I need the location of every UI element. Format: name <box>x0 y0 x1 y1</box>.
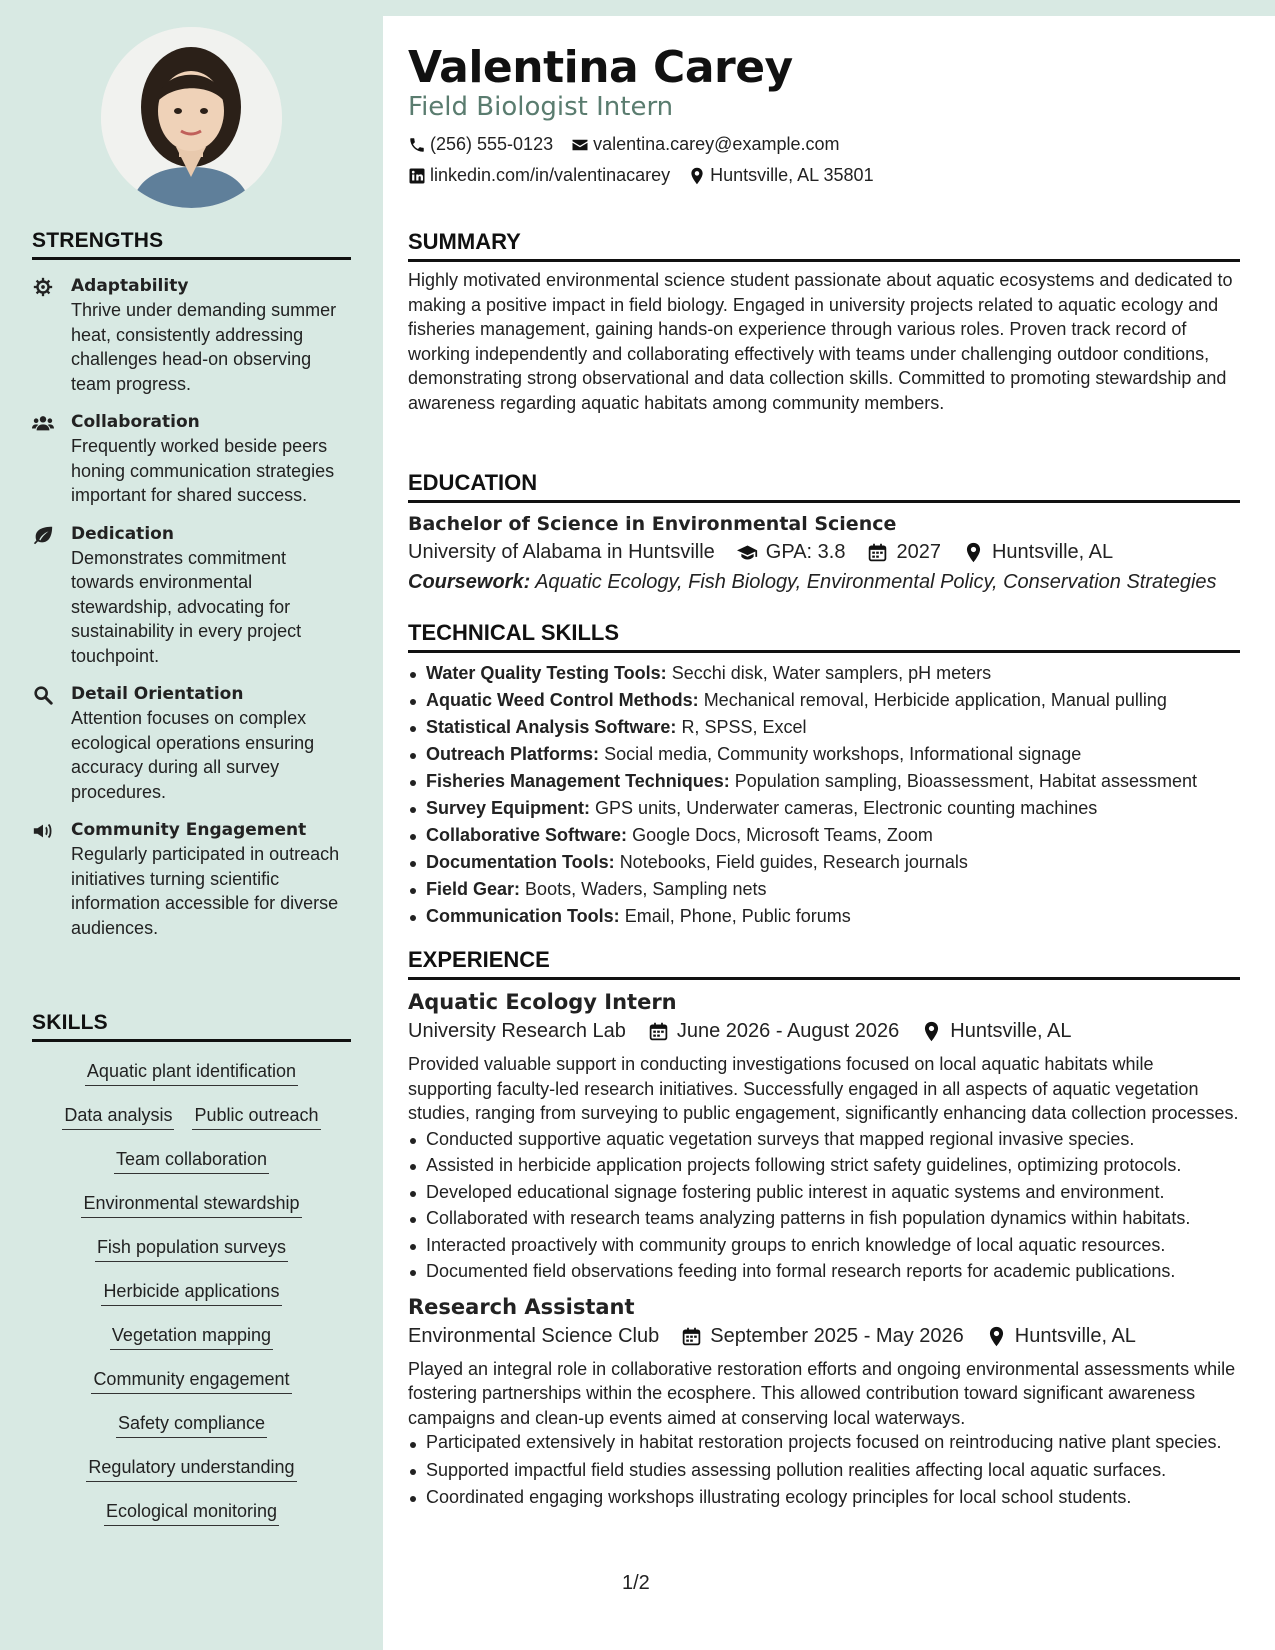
list-item: Collaborative Software: Google Docs, Microsoft Teams, Zoom <box>408 822 1240 849</box>
map-pin-icon <box>688 167 706 185</box>
page-number: 1/2 <box>622 1572 650 1594</box>
strength-title: Adaptability <box>71 276 189 296</box>
skills-heading: SKILLS <box>32 1011 351 1042</box>
graduation-year: 2027 <box>896 541 941 563</box>
school-location: Huntsville, AL <box>991 541 1114 563</box>
strength-description: Demonstrates commitment towards environmental stewardship, advocating for sustainability in every project touchpoint. <box>71 547 302 666</box>
strength-item <box>32 522 351 669</box>
skill-tag: Environmental stewardship <box>81 1191 301 1218</box>
job-dates: September 2025 - May 2026 <box>710 1324 964 1347</box>
map-pin-icon <box>921 1021 942 1042</box>
summary-section <box>408 229 1240 415</box>
calendar-icon <box>648 1021 669 1042</box>
map-pin-icon <box>963 542 984 563</box>
coursework-label: Coursework: <box>408 571 531 593</box>
strength-title: Detail Orientation <box>71 684 244 704</box>
linkedin-icon <box>408 167 426 185</box>
skills-section <box>32 1011 351 1526</box>
technical-skills-heading: TECHNICAL SKILLS <box>408 620 1240 653</box>
summary-heading: SUMMARY <box>408 229 1240 262</box>
location-contact <box>688 165 873 186</box>
sidebar <box>0 0 383 1650</box>
coursework-list: Aquatic Ecology, Fish Biology, Environmental Policy, Conservation Strategies <box>535 571 1217 593</box>
strength-description: Attention focuses on complex ecological operations ensuring accuracy during all survey procedures. <box>71 708 315 802</box>
candidate-name: Valentina Carey <box>408 42 793 93</box>
location-text: Huntsville, AL 35801 <box>710 165 874 185</box>
contact-line-2 <box>408 165 874 186</box>
skill-tag: Herbicide applications <box>101 1279 281 1306</box>
strength-description: Regularly participated in outreach initiatives turning scientific information accessible for diverse audiences. <box>71 844 340 938</box>
job-title: Aquatic Ecology Intern <box>408 990 677 1014</box>
strength-title: Collaboration <box>71 412 200 432</box>
phone-contact <box>408 134 553 155</box>
calendar-icon <box>681 1326 702 1347</box>
gpa: GPA: 3.8 <box>765 541 846 563</box>
education-meta <box>408 541 1240 564</box>
leaf-icon <box>32 524 54 546</box>
list-item: Survey Equipment: GPS units, Underwater cameras, Electronic counting machines <box>408 795 1240 822</box>
users-icon <box>32 412 54 434</box>
school-name: University of Alabama in Huntsville <box>408 541 715 563</box>
gear-icon <box>32 276 54 298</box>
list-item: Communication Tools: Email, Phone, Public forums <box>408 903 1240 930</box>
strength-item <box>32 410 351 508</box>
search-icon <box>32 684 54 706</box>
skill-tag: Team collaboration <box>114 1147 269 1174</box>
linkedin-contact[interactable] <box>408 165 670 186</box>
job-title-header: Field Biologist Intern <box>408 92 674 122</box>
technical-skills-list <box>408 660 1240 930</box>
email-text[interactable]: valentina.carey@example.com <box>593 134 840 154</box>
list-item: Interacted proactively with community groups to enrich knowledge of local aquatic resources. <box>408 1232 1240 1259</box>
list-item: Outreach Platforms: Social media, Community workshops, Informational signage <box>408 741 1240 768</box>
skill-tag: Data analysis <box>62 1103 174 1130</box>
list-item: Supported impactful field studies assessing pollution realities affecting local aquatic surfaces. <box>408 1457 1240 1484</box>
list-item: Water Quality Testing Tools: Secchi disk, Water samplers, pH meters <box>408 660 1240 687</box>
strength-item <box>32 818 351 940</box>
list-item: Aquatic Weed Control Methods: Mechanical removal, Herbicide application, Manual pulling <box>408 687 1240 714</box>
strengths-heading: STRENGTHS <box>32 229 351 260</box>
job-org: University Research Lab <box>408 1020 626 1042</box>
job-bullets <box>408 1126 1240 1285</box>
strength-title: Dedication <box>71 523 174 544</box>
strength-item <box>32 682 351 804</box>
list-item: Developed educational signage fostering public interest in aquatic systems and environment. <box>408 1179 1240 1206</box>
summary-text: Highly motivated environmental science student passionate about aquatic ecosystems and dedicated to making a positive impact in field biology. Engaged in university projects related to aquatic ecology and fisheries management, gaining hands-on experience through various roles. Proven track record of working independently and collaborating effectively with teams under challenging outdoor conditions, demonstrating strong observational and data collection skills. Committed to promoting stewardship and awareness regarding aquatic habitats among community members. <box>408 270 1233 413</box>
megaphone-icon <box>32 820 54 842</box>
list-item: Conducted supportive aquatic vegetation surveys that mapped regional invasive species. <box>408 1126 1240 1153</box>
job-entry <box>408 990 1240 1285</box>
phone-icon <box>408 136 426 154</box>
strength-description: Frequently worked beside peers honing communication strategies important for shared success. <box>71 436 335 505</box>
skill-tag: Community engagement <box>91 1367 291 1394</box>
skill-tag: Vegetation mapping <box>110 1323 273 1350</box>
skill-tag: Public outreach <box>192 1103 320 1130</box>
skill-tag: Aquatic plant identification <box>85 1059 298 1086</box>
degree: Bachelor of Science in Environmental Science <box>408 513 897 535</box>
map-pin-icon <box>986 1326 1007 1347</box>
list-item: Documented field observations feeding into formal research reports for academic publications. <box>408 1258 1240 1285</box>
strengths-section <box>32 229 351 940</box>
strength-description: Thrive under demanding summer heat, consistently addressing challenges head-on observing team progress. <box>71 300 337 394</box>
contact-line-1 <box>408 134 839 155</box>
strength-title: Community Engagement <box>71 820 307 840</box>
job-org: Environmental Science Club <box>408 1324 660 1347</box>
skill-tag: Fish population surveys <box>95 1235 288 1262</box>
job-bullets <box>408 1430 1240 1511</box>
job-title: Research Assistant <box>408 1294 635 1319</box>
avatar <box>101 27 282 208</box>
list-item: Fisheries Management Techniques: Population sampling, Bioassessment, Habitat assessment <box>408 768 1240 795</box>
job-meta <box>408 1020 1240 1043</box>
skill-tag: Safety compliance <box>116 1411 267 1438</box>
list-item: Documentation Tools: Notebooks, Field guides, Research journals <box>408 849 1240 876</box>
graduation-cap-icon <box>737 542 758 563</box>
coursework <box>408 571 1240 594</box>
job-description: Provided valuable support in conducting investigations focused on local aquatic habitats while supporting faculty-led research initiatives. Successfully engaged in all aspects of aquatic vegetation studies, ranging from surveying to public engagement, significantly enhancing data collection processes. <box>408 1054 1239 1123</box>
job-description: Played an integral role in collaborative restoration efforts and ongoing environmental assessments while fostering partnerships within the ecosphere. This allowed contribution toward significant awareness campaigns and clean-up events aimed at conserving local waterways. <box>408 1358 1236 1428</box>
skill-tag: Ecological monitoring <box>104 1499 279 1526</box>
email-contact[interactable] <box>571 134 839 155</box>
skill-tag: Regulatory understanding <box>86 1455 296 1482</box>
envelope-icon <box>571 136 589 154</box>
job-location: Huntsville, AL <box>950 1020 1072 1042</box>
list-item: Field Gear: Boots, Waders, Sampling nets <box>408 876 1240 903</box>
list-item: Coordinated engaging workshops illustrating ecology principles for local school students. <box>408 1484 1240 1511</box>
linkedin-text[interactable]: linkedin.com/in/valentinacarey <box>430 165 671 185</box>
education-heading: EDUCATION <box>408 470 1240 503</box>
job-location: Huntsville, AL <box>1014 1324 1136 1347</box>
list-item: Collaborated with research teams analyzing patterns in fish population dynamics within habitats. <box>408 1205 1240 1232</box>
experience-heading: EXPERIENCE <box>408 947 1240 980</box>
phone-text: (256) 555-0123 <box>430 134 554 154</box>
job-entry <box>408 1295 1240 1511</box>
education-section <box>408 470 1240 594</box>
strength-item <box>32 274 351 396</box>
calendar-icon <box>867 542 888 563</box>
list-item: Statistical Analysis Software: R, SPSS, Excel <box>408 714 1240 741</box>
job-meta <box>408 1325 1240 1348</box>
experience-section <box>408 947 1240 1511</box>
technical-skills-section <box>408 620 1240 930</box>
list-item: Participated extensively in habitat restoration projects focused on reintroducing native plant species. <box>408 1430 1240 1455</box>
list-item: Assisted in herbicide application projects following strict safety guidelines, optimizing protocols. <box>408 1152 1240 1179</box>
job-dates: June 2026 - August 2026 <box>676 1020 900 1042</box>
